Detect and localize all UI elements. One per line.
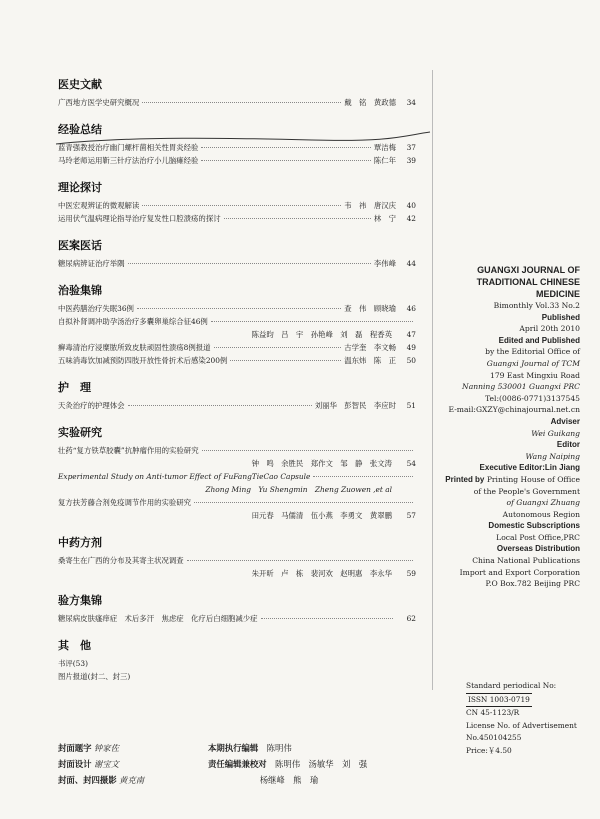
entry-authors: 韦 祎 唐汉庆 — [344, 201, 396, 210]
issn: ISSN 1003-0719 — [466, 693, 532, 708]
toc-entry[interactable] — [58, 399, 416, 412]
issue: Bimonthly Vol.33 No.2 — [493, 301, 580, 310]
leader-dots — [313, 476, 413, 477]
leader-dots — [187, 560, 413, 561]
printed-by-2: of the People's Government — [473, 486, 580, 496]
published-date: April 20th 2010 — [519, 324, 580, 334]
section-title: 实验研究 — [58, 426, 102, 439]
journal-name-line-1: GUANGXI JOURNAL OF — [477, 265, 580, 275]
entry-title: 书评(53) — [58, 659, 88, 668]
toc-section — [58, 282, 416, 367]
entry-authors: Zhong Ming Yu Shengmin Zheng Zuowen ,et al — [205, 485, 392, 494]
editor-label: Editor — [556, 440, 580, 450]
entry-title: 中医宏观辨证的微观解读 — [58, 201, 140, 210]
entry-title: 马玲老师运用靳三针疗法治疗小儿脑瘫经验 — [58, 156, 199, 165]
journal-name-line-3: MEDICINE — [535, 289, 580, 299]
entry-authors: 李伟峰 — [373, 259, 396, 268]
section-title: 理论探讨 — [58, 181, 102, 194]
entry-page: 37 — [406, 143, 416, 152]
entry-page: 49 — [406, 343, 416, 352]
entry-title: 复方扶芳藤合剂免疫调节作用的实验研究 — [58, 498, 192, 507]
entry-page: 57 — [406, 511, 416, 520]
table-of-contents — [58, 76, 416, 695]
entry-title: 癣毒清治疗浸糜脓所致皮肤顽固性溃疡8例报道 — [58, 343, 211, 352]
section-title: 经验总结 — [58, 123, 102, 136]
cover-design-label: 封面设计 — [58, 759, 92, 769]
cover-photo: 黄克南 — [118, 775, 145, 785]
overseas-label: Overseas Distribution — [496, 544, 580, 554]
executive-editor: Executive Editor:Lin Jiang — [479, 463, 580, 473]
entry-page: 39 — [406, 156, 416, 165]
exec-editor-label: 本期执行编辑 — [208, 743, 259, 753]
section-title: 护 理 — [58, 381, 91, 394]
leader-dots — [261, 618, 393, 619]
toc-entry[interactable] — [58, 96, 416, 109]
adviser: Wei Guikang — [531, 428, 580, 438]
toc-entry[interactable] — [58, 496, 416, 522]
entry-title: 中医药膳治疗失眠36例 — [58, 304, 134, 313]
cover-design: 谢宝文 — [93, 759, 119, 769]
entry-page: 47 — [406, 330, 416, 339]
entry-title: 天灸治疗的护理体会 — [58, 401, 125, 410]
leader-dots — [142, 205, 341, 206]
entry-title: 运用伏气温病理论指导治疗复发性口腔溃疡的探讨 — [58, 214, 221, 223]
toc-entry[interactable] — [58, 470, 416, 496]
overseas-2: Import and Export Corporation — [459, 567, 580, 577]
printed-label: Printed by — [445, 474, 485, 484]
entry-authors: 温东炜 陈 正 — [344, 356, 396, 365]
standard-label: Standard periodical No: — [466, 681, 557, 690]
cover-title: 钟家佐 — [93, 743, 119, 753]
toc-section — [58, 637, 416, 683]
entry-title: Experimental Study on Anti-tumor Effect of FuFangTieCao Capsule — [58, 472, 311, 481]
entry-page: 50 — [406, 356, 416, 365]
email: E-mail:GXZY@chinajournal.net.cn — [448, 405, 580, 415]
entry-page: 46 — [406, 304, 416, 313]
entry-page: 54 — [406, 459, 416, 468]
overseas-1: China National Publications — [472, 556, 580, 566]
leader-dots — [128, 263, 371, 264]
entry-title: 糖尿病皮肤瘙痒症 术后多汗 焦虑症 化疗后白细胞减少症 — [58, 614, 258, 623]
price: Price:￥4.50 — [466, 745, 512, 755]
toc-entry[interactable] — [58, 554, 416, 580]
entry-page: 40 — [406, 201, 416, 210]
edited-journal: Guangxi Journal of TCM — [486, 358, 580, 368]
overseas-3: P.O Box.782 Beijing PRC — [485, 579, 580, 589]
entry-title: 图片报道(封二、封三) — [58, 672, 131, 681]
entry-authors: 刘丽华 彭智民 李应时 — [314, 401, 396, 410]
toc-section — [58, 534, 416, 580]
license-number: No.450104255 — [466, 733, 522, 743]
entry-authors: 覃洁梅 — [373, 143, 396, 152]
section-title: 医史文献 — [58, 78, 102, 91]
publication-info — [432, 264, 580, 590]
address-line-2: Nanning 530001 Guangxi PRC — [462, 382, 580, 392]
toc-entry[interactable] — [58, 212, 416, 225]
toc-section — [58, 592, 416, 625]
handwritten-underline — [52, 130, 432, 150]
section-title: 治验集锦 — [58, 284, 102, 297]
leader-dots — [202, 450, 413, 451]
exec-editor: 陈明伟 — [266, 743, 292, 753]
toc-section — [58, 379, 416, 412]
entry-title: 桑寄生在广西的分布及其寄主状况调查 — [58, 556, 184, 565]
license-label: License No. of Advertisement — [466, 720, 577, 730]
section-title: 验方集锦 — [58, 594, 102, 607]
section-title: 医案医话 — [58, 239, 102, 252]
printed-by-4: Autonomous Region — [502, 509, 580, 519]
entry-authors: 查 伟 顾晓瑜 — [344, 304, 396, 313]
toc-entry[interactable] — [58, 341, 416, 354]
entry-authors: 古学奎 李文畅 — [344, 343, 396, 352]
leader-dots — [214, 347, 342, 348]
toc-entry[interactable] — [58, 302, 416, 315]
entry-title: 壮药“复方铁草胶囊”抗肿瘤作用的实验研究 — [58, 446, 199, 455]
cover-title-label: 封面题字 — [58, 743, 92, 753]
toc-section — [58, 76, 416, 109]
cn-number: CN 45-1123/R — [466, 708, 520, 718]
entry-authors: 陈仁年 — [373, 156, 396, 165]
toc-entry[interactable] — [58, 670, 416, 683]
adviser-label: Adviser — [550, 416, 580, 426]
entry-authors: 陈益昀 吕 宇 孙艳峰 刘 磊 程香英 — [251, 330, 392, 339]
responsible-editors-2: 杨继峰 熊 瑜 — [259, 775, 319, 785]
journal-name-line-2: TRADITIONAL CHINESE — [476, 277, 580, 287]
entry-title: 广西地方医学史研究概况 — [58, 98, 140, 107]
toc-entry[interactable] — [58, 657, 416, 670]
toc-entry[interactable] — [58, 257, 416, 270]
toc-section — [58, 237, 416, 270]
leader-dots — [137, 308, 341, 309]
section-title: 其 他 — [58, 639, 91, 652]
entry-page: 44 — [406, 259, 416, 268]
toc-entry[interactable] — [58, 444, 416, 470]
entry-page — [396, 483, 416, 496]
toc-entry[interactable] — [58, 154, 416, 167]
toc-entry[interactable] — [58, 315, 416, 341]
entry-title: 自拟补肾调冲助孕汤治疗多囊卵巢综合征46例 — [58, 317, 208, 326]
toc-section — [58, 179, 416, 225]
editor: Wang Naiping — [525, 451, 580, 461]
entry-authors: 林 宁 — [373, 214, 396, 223]
toc-entry[interactable] — [58, 354, 416, 367]
toc-section — [58, 424, 416, 522]
toc-entry[interactable] — [58, 199, 416, 212]
standard-numbers — [466, 680, 596, 758]
entry-title: 糖尿病辨证治疗举隅 — [58, 259, 125, 268]
leader-dots — [201, 160, 370, 161]
leader-dots — [224, 218, 371, 219]
entry-page: 51 — [406, 401, 416, 410]
leader-dots — [230, 360, 341, 361]
leader-dots — [128, 405, 312, 406]
printed-by-3: of Guangxi Zhuang — [506, 498, 580, 508]
telephone: Tel:(0086-0771)3137545 — [485, 393, 580, 403]
leader-dots — [211, 321, 413, 322]
edited-label: Edited and Published — [498, 335, 580, 345]
entry-page: 59 — [406, 569, 416, 578]
entry-authors: 朱开昕 卢 栋 裴河欢 赵明惠 李永华 — [251, 569, 392, 578]
leader-dots — [194, 502, 413, 503]
edited-by: by the Editorial Office of — [485, 347, 580, 357]
domestic: Local Post Office,PRC — [496, 532, 580, 542]
entry-page: 62 — [406, 614, 416, 623]
entry-page: 34 — [406, 98, 416, 107]
published-label: Published — [541, 312, 580, 322]
responsible-editor-label: 责任编辑兼校对 — [208, 759, 267, 769]
entry-authors: 戴 铭 黄政德 — [344, 98, 396, 107]
printed-by-1: Printing House of Office — [486, 474, 580, 484]
entry-authors: 钟 鸣 余胜民 郑作文 邹 静 张文涛 — [251, 459, 392, 468]
section-title: 中药方剂 — [58, 536, 102, 549]
credits — [58, 740, 448, 788]
entry-title: 蓝青强教授治疗幽门螺杆菌相关性胃炎经验 — [58, 143, 199, 152]
toc-entry[interactable] — [58, 612, 416, 625]
domestic-label: Domestic Subscriptions — [488, 521, 580, 531]
cover-photo-label: 封面、封四摄影 — [58, 775, 117, 785]
entry-page: 42 — [406, 214, 416, 223]
entry-authors: 田元春 马儒清 伍小燕 李勇文 黄翠鹏 — [251, 511, 392, 520]
leader-dots — [142, 102, 341, 103]
entry-title: 五味消毒饮加减预防四肢开放性骨折术后感染200例 — [58, 356, 228, 365]
responsible-editors-1: 陈明伟 汤敏华 刘 强 — [275, 759, 368, 769]
address-line-1: 179 East Mingxiu Road — [490, 370, 580, 380]
